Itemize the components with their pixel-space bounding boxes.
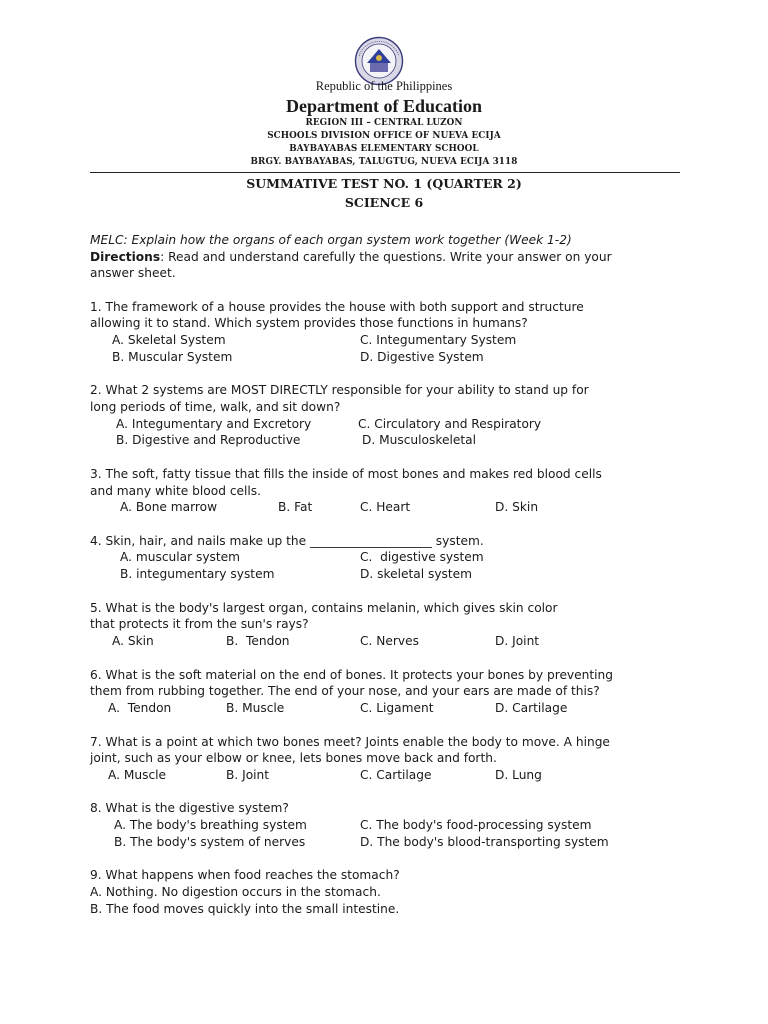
directions-text-2: answer sheet. — [90, 266, 176, 281]
question-7 — [90, 734, 680, 784]
question-text: 7. What is a point at which two bones meet? Joints enable the body to move. A hinge — [90, 734, 610, 749]
question-text: that protects it from the sun's rays? — [90, 617, 309, 632]
option-a: A. muscular system — [120, 550, 241, 565]
option-d: D. Digestive System — [360, 349, 484, 364]
question-9 — [90, 867, 680, 917]
question-5 — [90, 600, 680, 650]
option-b: B. The body's system of nerves — [114, 834, 306, 849]
question-text: them from rubbing together. The end of your nose, and your ears are made of this? — [90, 684, 600, 699]
question-4 — [90, 533, 680, 583]
directions-label: Directions — [90, 249, 161, 264]
option-d: D. Lung — [495, 767, 542, 782]
directions — [90, 249, 680, 266]
directions-text: : Read and understand carefully the questions. Write your answer on your — [160, 249, 612, 264]
option-b: B. Muscular System — [112, 349, 233, 364]
header-divider — [90, 172, 680, 173]
option-d: D. The body's blood-transporting system — [360, 834, 609, 849]
division-line: SCHOOLS DIVISION OFFICE OF NUEVA ECIJA — [267, 131, 501, 141]
question-text: 1. The framework of a house provides the house with both support and structure — [90, 299, 584, 314]
option-a: A. Bone marrow — [120, 500, 218, 515]
option-a: A. Muscle — [108, 767, 167, 782]
question-text: 5. What is the body's largest organ, contains melanin, which gives skin color — [90, 600, 558, 615]
question-1 — [90, 299, 680, 366]
question-text: and many white blood cells. — [90, 483, 262, 498]
option-b: B. integumentary system — [120, 567, 275, 582]
melc-line: MELC: Explain how the organs of each organ system work together (Week 1-2) — [90, 233, 572, 247]
question-text: 6. What is the soft material on the end of bones. It protects your bones by preventing — [90, 667, 613, 682]
question-text: 2. What 2 systems are MOST DIRECTLY responsible for your ability to stand up for — [90, 383, 589, 398]
test-body — [90, 232, 680, 917]
option-b: B. Tendon — [226, 633, 290, 648]
option-b: B. Digestive and Reproductive — [116, 433, 301, 448]
question-text: 9. What happens when food reaches the stomach? — [90, 868, 400, 883]
option-a: A. The body's breathing system — [114, 817, 307, 832]
region-line: REGION III – CENTRAL LUZON — [305, 118, 463, 128]
question-8 — [90, 800, 680, 850]
option-d: D. Joint — [495, 633, 540, 648]
option-c: C. Nerves — [360, 633, 419, 648]
option-a: A. Integumentary and Excretory — [116, 416, 312, 431]
option-c: C. Circulatory and Respiratory — [358, 416, 542, 431]
question-text: allowing it to stand. Which system provides those functions in humans? — [90, 316, 528, 331]
question-text: joint, such as your elbow or knee, lets bones move back and forth. — [90, 751, 497, 766]
option-c: C. The body's food-processing system — [360, 817, 592, 832]
option-b: B. Joint — [226, 767, 270, 782]
option-c: C. Ligament — [360, 700, 434, 715]
department-title: Department of Education — [286, 96, 482, 116]
option-d: D. Skin — [495, 500, 539, 515]
option-a: A. Tendon — [108, 700, 172, 715]
option-b: B. Fat — [278, 500, 313, 515]
option-b: B. Muscle — [226, 700, 285, 715]
question-6 — [90, 667, 680, 717]
option-d: D. Musculoskeletal — [362, 433, 476, 448]
question-3 — [90, 466, 680, 516]
option-c: C. digestive system — [360, 550, 484, 565]
option-a: A. Nothing. No digestion occurs in the stomach. — [90, 884, 381, 899]
subject-title: SCIENCE 6 — [344, 195, 424, 210]
option-c: C. Cartilage — [360, 767, 432, 782]
question-text: 3. The soft, fatty tissue that fills the inside of most bones and makes red blood cells — [90, 466, 602, 481]
option-a: A. Skeletal System — [112, 332, 226, 347]
question-2 — [90, 382, 680, 449]
test-title: SUMMATIVE TEST NO. 1 (QUARTER 2) — [246, 176, 522, 191]
option-c: C. Integumentary System — [360, 332, 517, 347]
question-text: 4. Skin, hair, and nails make up the ____________________ system. — [90, 533, 484, 548]
question-text: long periods of time, walk, and sit down? — [90, 399, 341, 414]
question-text: 8. What is the digestive system? — [90, 801, 289, 816]
option-d: D. Cartilage — [495, 700, 568, 715]
republic-line: Republic of the Philippines — [315, 79, 453, 93]
option-a: A. Skin — [112, 633, 154, 648]
option-b: B. The food moves quickly into the small intestine. — [90, 901, 400, 916]
option-c: C. Heart — [360, 500, 411, 515]
option-d: D. skeletal system — [360, 567, 473, 582]
address-line: BRGY. BAYBAYABAS, TALUGTUG, NUEVA ECIJA 3118 — [250, 157, 518, 167]
school-line: BAYBAYABAS ELEMENTARY SCHOOL — [289, 144, 479, 154]
